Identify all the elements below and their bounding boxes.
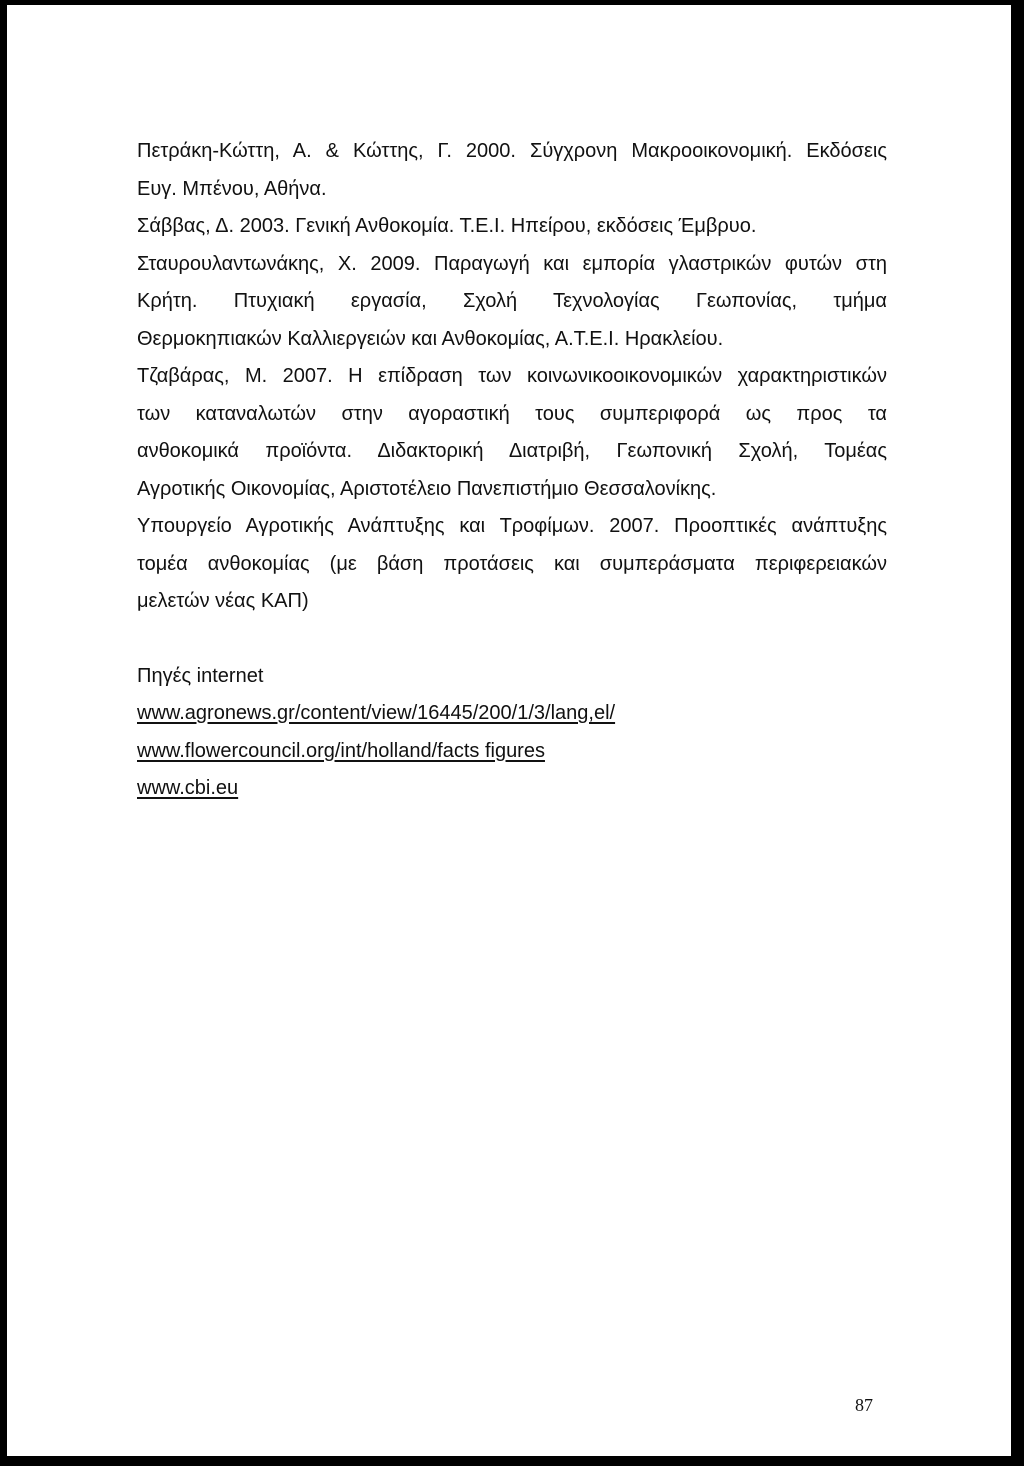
- reference-entry: [137, 208, 887, 246]
- document-page: [7, 5, 1011, 1456]
- reference-line: Σταυρουλαντωνάκης, Χ. 2009. Παραγωγή και εμπορία γλαστρικών φυτών στη: [137, 252, 887, 275]
- reference-line: Τζαβάρας, Μ. 2007. Η επίδραση των κοινωνικοοικονομικών χαρακτηριστικών: [137, 365, 887, 387]
- source-link[interactable]: www.cbi.eu: [137, 777, 239, 799]
- reference-entry: [137, 358, 887, 508]
- reference-line: τομέα ανθοκομίας (με βάση προτάσεις και συμπεράσματα περιφερειακών: [137, 552, 887, 575]
- source-link[interactable]: www.flowercouncil.org/int/holland/facts figures: [137, 739, 545, 762]
- reference-line: Αγροτικής Οικονομίας, Αριστοτέλειο Πανεπιστήμιο Θεσσαλονίκης.: [137, 477, 717, 500]
- references-section: [137, 133, 887, 808]
- reference-line: Σάββας, Δ. 2003. Γενική Ανθοκομία. Τ.Ε.Ι. Ηπείρου, εκδόσεις Έμβρυο.: [137, 215, 757, 237]
- reference-line: Θερμοκηπιακών Καλλιεργειών και Ανθοκομίας, Α.Τ.Ε.Ι. Ηρακλείου.: [137, 327, 724, 350]
- reference-line: Πετράκη-Κώττη, Α. & Κώττης, Γ. 2000. Σύγχρονη Μακροοικονομική. Εκδόσεις: [137, 140, 887, 162]
- reference-entry: [137, 508, 887, 621]
- source-link[interactable]: www.agronews.gr/content/view/16445/200/1/3/lang,el/: [137, 702, 616, 724]
- reference-entry: [137, 246, 887, 359]
- internet-sources-heading: Πηγές internet: [137, 664, 264, 687]
- reference-line: των καταναλωτών στην αγοραστική τους συμπεριφορά ως προς τα: [137, 402, 887, 425]
- reference-line: Κρήτη. Πτυχιακή εργασία, Σχολή Τεχνολογίας Γεωπονίας, τμήμα: [137, 290, 887, 312]
- reference-entry: [137, 133, 887, 208]
- reference-line: ανθοκομικά προϊόντα. Διδακτορική Διατριβή, Γεωπονική Σχολή, Τομέας: [137, 440, 887, 462]
- page-number: 87: [855, 1395, 873, 1415]
- reference-line: Υπουργείο Αγροτικής Ανάπτυξης και Τροφίμων. 2007. Προοπτικές ανάπτυξης: [137, 515, 887, 537]
- reference-line: μελετών νέας ΚΑΠ): [137, 590, 309, 612]
- reference-line: Ευγ. Μπένου, Αθήνα.: [137, 177, 327, 200]
